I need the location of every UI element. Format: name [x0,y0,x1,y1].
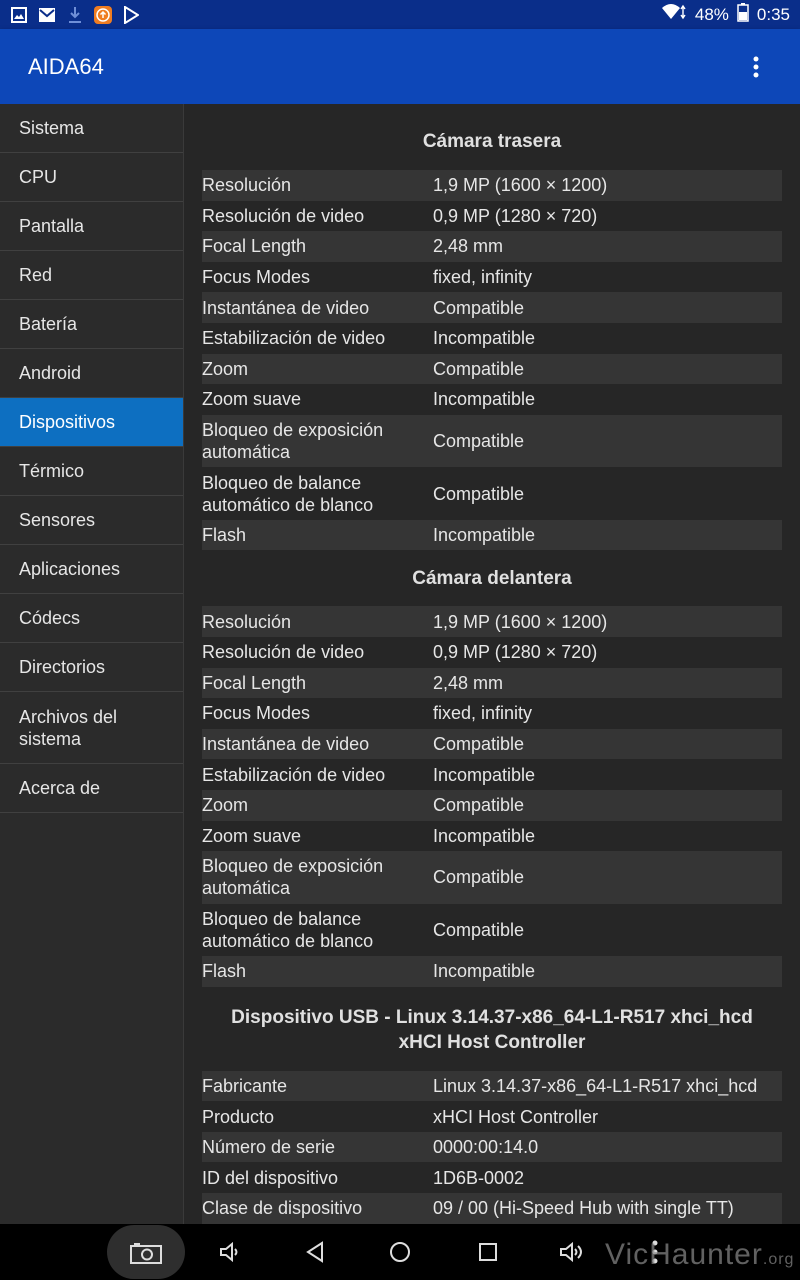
sidebar-item-label: Pantalla [19,216,85,236]
table-row [202,354,782,385]
row-value: Incompatible [433,520,782,551]
section-title-camara-trasera: Cámara trasera [422,131,562,152]
row-value: 2,48 mm [433,231,782,262]
gmail-icon [38,6,56,24]
back-icon [305,1241,325,1263]
row-value: Incompatible [433,389,536,410]
sidebar-item-label: Dispositivos [19,412,116,432]
row-key: Resolución de video [202,642,365,663]
table-row [202,520,782,551]
sidebar-item-termico[interactable] [0,447,183,496]
sidebar-item-label: Red [19,265,53,285]
sidebar-item-acerca-de[interactable] [0,764,183,813]
table-row [202,415,782,468]
sidebar-item-label: Directorios [19,657,106,677]
app-title: AIDA64 [28,54,104,79]
table-row [202,170,782,201]
row-key: Estabilización de video [202,328,386,349]
table-row [202,1132,782,1163]
sidebar-item-label: CPU [19,167,58,187]
more-vert-icon [753,56,759,78]
table-row [202,606,782,637]
row-value: 1D6B-0002 [433,1167,525,1188]
row-key: Flash [202,956,433,987]
sidebar-item-codecs[interactable] [0,594,183,643]
home-button[interactable] [380,1224,420,1280]
sidebar-item-label: Acerca de [19,778,101,798]
row-value: Compatible [433,790,782,821]
status-bar [0,0,800,29]
row-value: Compatible [433,851,782,904]
system-status [661,2,800,27]
upload-app-icon [94,6,112,24]
row-key: Focal Length [202,231,433,262]
row-key: Resolución [202,170,433,201]
table-row [202,292,782,323]
home-icon [389,1241,411,1263]
row-key: Bloqueo de balance automático de blanco [202,472,374,515]
section-title-camara-delantera: Cámara delantera [412,568,572,590]
overflow-menu-button[interactable] [740,51,772,83]
row-key: Zoom [202,354,433,385]
row-key: Bloqueo de exposición automática [202,415,433,468]
row-value: 0,9 MP (1280 × 720) [433,642,598,663]
section-title-usb-device: Dispositivo USB - Linux 3.14.37-x86_64-L1-R517 xhci_hcd xHCI Host Controller [231,1006,753,1053]
sidebar-item-red[interactable] [0,251,183,300]
row-value: Compatible [433,919,525,940]
table-row [202,201,782,232]
table-row [202,729,782,760]
sidebar-item-directorios[interactable] [0,643,183,692]
table-row [202,323,782,354]
table-row [202,904,782,957]
table-row [202,668,782,699]
row-key: Focus Modes [202,703,311,724]
watermark-suffix: .org [762,1251,795,1268]
table-row [202,1162,782,1193]
sidebar-item-label: Sensores [19,510,96,530]
recents-icon [478,1242,498,1262]
row-value: Compatible [433,415,782,468]
table-row [202,1101,782,1132]
notification-icons [0,6,140,24]
row-value: xHCI Host Controller [433,1106,599,1127]
table-row [202,821,782,852]
row-value: Compatible [433,483,525,504]
row-key: Instantánea de video [202,292,433,323]
row-key: Estabilización de video [202,764,386,785]
sidebar-item-label: Códecs [19,608,81,628]
watermark-text: VicHaunter [605,1238,763,1271]
row-key: ID del dispositivo [202,1167,339,1188]
battery-percent: 48% [694,4,729,24]
download-icon [66,6,84,24]
row-value: 0000:00:14.0 [433,1132,782,1163]
watermark [605,1238,794,1272]
wifi-icon [661,3,687,26]
image-icon [10,6,28,24]
row-key: Zoom suave [202,389,302,410]
row-value: 09 / 00 (Hi-Speed Hub with single TT) [433,1193,782,1224]
usb-device-table [202,1071,782,1224]
row-value: Linux 3.14.37-x86_64-L1-R517 xhci_hcd [433,1071,782,1102]
row-key: Número de serie [202,1132,433,1163]
row-key: Zoom [202,790,433,821]
recents-button[interactable] [468,1224,508,1280]
table-row [202,1071,782,1102]
row-value: Incompatible [433,764,536,785]
row-key: Resolución [202,606,433,637]
row-key: Fabricante [202,1071,433,1102]
sidebar-item-dispositivos[interactable] [0,398,183,447]
sidebar-item-sistema[interactable] [0,104,183,153]
sidebar-item-bateria[interactable] [0,300,183,349]
app-bar [0,29,800,104]
camera-rear-table [202,170,782,550]
table-row [202,262,782,293]
play-store-icon [122,6,140,24]
table-row [202,790,782,821]
volume-down-button[interactable] [210,1224,250,1280]
table-row [202,956,782,987]
screenshot-icon [130,1242,162,1264]
row-value: Incompatible [433,328,536,349]
clock: 0:35 [756,4,790,24]
row-key: Bloqueo de balance automático de blanco [202,908,374,951]
row-key: Flash [202,520,433,551]
row-value: Compatible [433,729,782,760]
row-value: Incompatible [433,825,536,846]
volume-down-icon [219,1242,241,1262]
table-row [202,851,782,904]
table-row [202,637,782,668]
row-value: Incompatible [433,956,782,987]
row-key: Producto [202,1106,275,1127]
table-row [202,231,782,262]
table-row [202,467,782,520]
row-value: 2,48 mm [433,668,782,699]
screenshot-button[interactable] [107,1225,185,1279]
row-value: 1,9 MP (1600 × 1200) [433,170,782,201]
sidebar-item-aplicaciones[interactable] [0,545,183,594]
sidebar-item-label: Sistema [19,118,85,138]
sidebar-item-sensores[interactable] [0,496,183,545]
row-key: Focal Length [202,668,433,699]
battery-icon [737,2,749,27]
volume-up-icon [559,1241,585,1263]
row-key: Zoom suave [202,825,302,846]
table-row [202,698,782,729]
row-key: Clase de dispositivo [202,1193,433,1224]
camera-front-table [202,606,782,986]
device-details-panel[interactable] [184,104,800,1224]
row-value: Compatible [433,292,782,323]
row-value: 1,9 MP (1600 × 1200) [433,606,782,637]
sidebar-item-archivos-del-sistema[interactable] [0,692,183,764]
table-row [202,1193,782,1224]
row-value: 0,9 MP (1280 × 720) [433,205,598,226]
row-key: Focus Modes [202,267,311,288]
back-button[interactable] [295,1224,335,1280]
sidebar-item-cpu[interactable] [0,153,183,202]
table-row [202,759,782,790]
sidebar-item-pantalla[interactable] [0,202,183,251]
sidebar [0,104,184,1224]
row-value: Compatible [433,354,782,385]
row-key: Bloqueo de exposición automática [202,851,433,904]
row-value: fixed, infinity [433,267,533,288]
row-value: fixed, infinity [433,703,533,724]
sidebar-item-label: Aplicaciones [19,559,121,579]
table-row [202,384,782,415]
sidebar-item-label: Térmico [19,461,85,481]
row-key: Resolución de video [202,205,365,226]
sidebar-item-label: Android [19,363,82,383]
volume-up-button[interactable] [552,1224,592,1280]
sidebar-item-android[interactable] [0,349,183,398]
row-key: Instantánea de video [202,729,433,760]
sidebar-item-label: Archivos del sistema [19,706,118,749]
sidebar-item-label: Batería [19,314,78,334]
